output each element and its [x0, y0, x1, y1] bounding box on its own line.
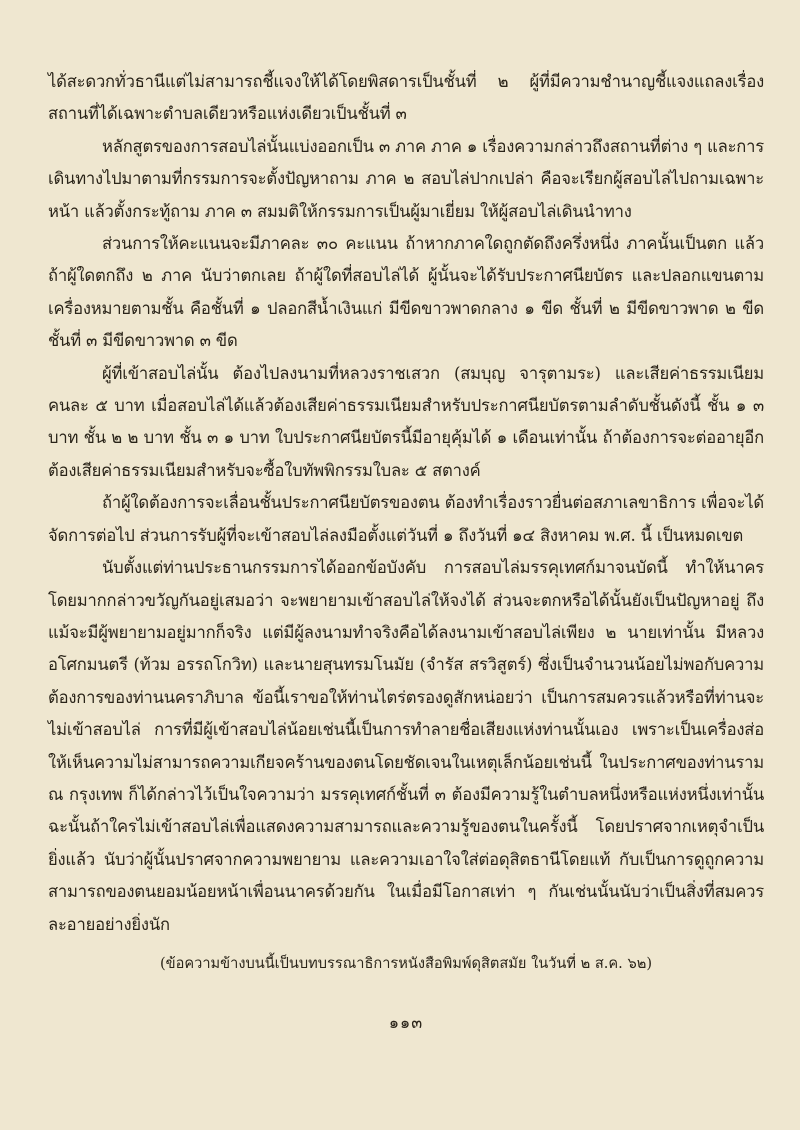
paragraph-editorial: นับตั้งแต่ท่านประธานกรรมการได้ออกข้อบังคับ การสอบไล่มรรคุเทศก์มาจนบัดนี้ ทำให้นาครโดยมากกล่าวขวัญกันอยู่เสมอว่า จะพยายามเข้าสอบไล่ให้จงได้ ส่วนจะตกหรือได้นั้นยังเป็นปัญหาอยู่ ถึงแม้จะมีผู้พยายามอยู่มากก็จริง แต่มีผู้ลงนามทำจริงคือได้ลงนามเข้าสอบไล่เพียง ๒ นายเท่านั้น มีหลวงอโศกมนตรี (ท้วม อรรถโกวิท) และนายสุนทรมโนมัย (จำรัส สรวิสูตร์) ซึ่งเป็นจำนวนน้อยไม่พอกับความต้องการของท่านนคราภิบาล ข้อนี้เราขอให้ท่านไตร่ตรองดูสักหน่อยว่า เป็นการสมควรแล้วหรือที่ท่านจะไม่เข้าสอบไล่ การที่มีผู้เข้าสอบไล่น้อยเช่นนี้เป็นการทำลายชื่อเสียงแห่งท่านนั้นเอง เพราะเป็นเครื่องส่อให้เห็นความไม่สามารถความเกียจคร้านของตนโดยชัดเจนในเหตุเล็กน้อยเช่นนี้ ในประกาศของท่านราม ณ กรุงเทพ ก็ได้กล่าวไว้เป็นใจความว่า มรรคุเทศก์ชั้นที่ ๓ ต้องมีความรู้ในตำบลหนึ่งหรือแห่งหนึ่งเท่านั้น ฉะนั้นถ้าใครไม่เข้าสอบไล่เพื่อแสดงความสามารถและความรู้ของตนในครั้งนี้ โดยปราศจากเหตุจำเป็นยิ่งแล้ว นับว่าผู้นั้นปราศจากความพยายาม และความเอาใจใส่ต่อดุสิตธานีโดยแท้ กับเป็นการดูถูกความสามารถของตนยอมน้อยหน้าเพื่อนนาครด้วยกัน ในเมื่อมีโอกาสเท่า ๆ กันเช่นนั้นนับว่าเป็นสิ่งที่สมควรละอายอย่างยิ่งนัก: [48, 558, 764, 934]
paragraph-promotion-deadline: ถ้าผู้ใดต้องการจะเลื่อนชั้นประกาศนียบัตรของตน ต้องทำเรื่องราวยื่นต่อสภาเลขาธิการ เพื่อจะได้จัดการต่อไป ส่วนการรับผู้ที่จะเข้าสอบไล่ลงมือตั้งแต่วันที่ ๑ ถึงวันที่ ๑๔ สิงหาคม พ.ศ. นี้ เป็นหมดเขต: [48, 493, 764, 545]
source-note: (ข้อความข้างบนนี้เป็นบทบรรณาธิการหนังสือพิมพ์ดุสิตสมัย ในวันที่ ๒ ส.ค. ๖๒): [159, 954, 653, 972]
paragraph-registration-fees: ผู้ที่เข้าสอบไล่นั้น ต้องไปลงนามที่หลวงราชเสวก (สมบุญ จารุตามระ) และเสียค่าธรรมเนียมคนละ ๕ บาท เมื่อสอบไล่ได้แล้วต้องเสียค่าธรรมเนียมสำหรับประกาศนียบัตรตามลำดับชั้นดังนี้ ชั้น ๑ ๓ บาท ชั้น ๒ ๒ บาท ชั้น ๓ ๑ บาท ใบประกาศนียบัตรนี้มีอายุคุ้มได้ ๑ เดือนเท่านั้น ถ้าต้องการจะต่ออายุอีก ต้องเสียค่าธรรมเนียมสำหรับจะซื้อใบทัพพิกรรมใบละ ๕ สตางค์: [48, 363, 764, 480]
page-number: ๑๑๓: [388, 1012, 424, 1032]
paragraph-curriculum: หลักสูตรของการสอบไล่นั้นแบ่งออกเป็น ๓ ภาค ภาค ๑ เรื่องความกล่าวถึงสถานที่ต่าง ๆ และการเดินทางไปมาตามที่กรรมการจะตั้งปัญหาถาม ภาค ๒ สอบไล่ปากเปล่า คือจะเรียกผู้สอบไล่ไปถามเฉพาะหน้า แล้วตั้งกระทู้ถาม ภาค ๓ สมมติให้กรรมการเป็นผู้มาเยี่ยม ให้ผู้สอบไล่เดินนำทาง: [48, 136, 764, 221]
paragraph-continuation: ได้สะดวกทั่วธานีแต่ไม่สามารถชี้แจงให้ได้โดยพิสดารเป็นชั้นที่ ๒ ผู้ที่มีความชำนาญชี้แจงแถลงเรื่องสถานที่ได้เฉพาะตำบลเดียวหรือแห่งเดียวเป็นชั้นที่ ๓: [48, 72, 764, 124]
paragraph-scoring: ส่วนการให้คะแนนจะมีภาคละ ๓๐ คะแนน ถ้าหากภาคใดถูกตัดถึงครึ่งหนึ่ง ภาคนั้นเป็นตก แล้วถ้าผู้ใดตกถึง ๒ ภาค นับว่าตกเลย ถ้าผู้ใดที่สอบไล่ได้ ผู้นั้นจะได้รับประกาศนียบัตร และปลอกแขนตามเครื่องหมายตามชั้น คือชั้นที่ ๑ ปลอกสีน้ำเงินแก่ มีขีดขาวพาดกลาง ๑ ขีด ชั้นที่ ๒ มีขีดขาวพาด ๒ ขีด ชั้นที่ ๓ มีขีดขาวพาด ๓ ขีด: [48, 234, 764, 351]
